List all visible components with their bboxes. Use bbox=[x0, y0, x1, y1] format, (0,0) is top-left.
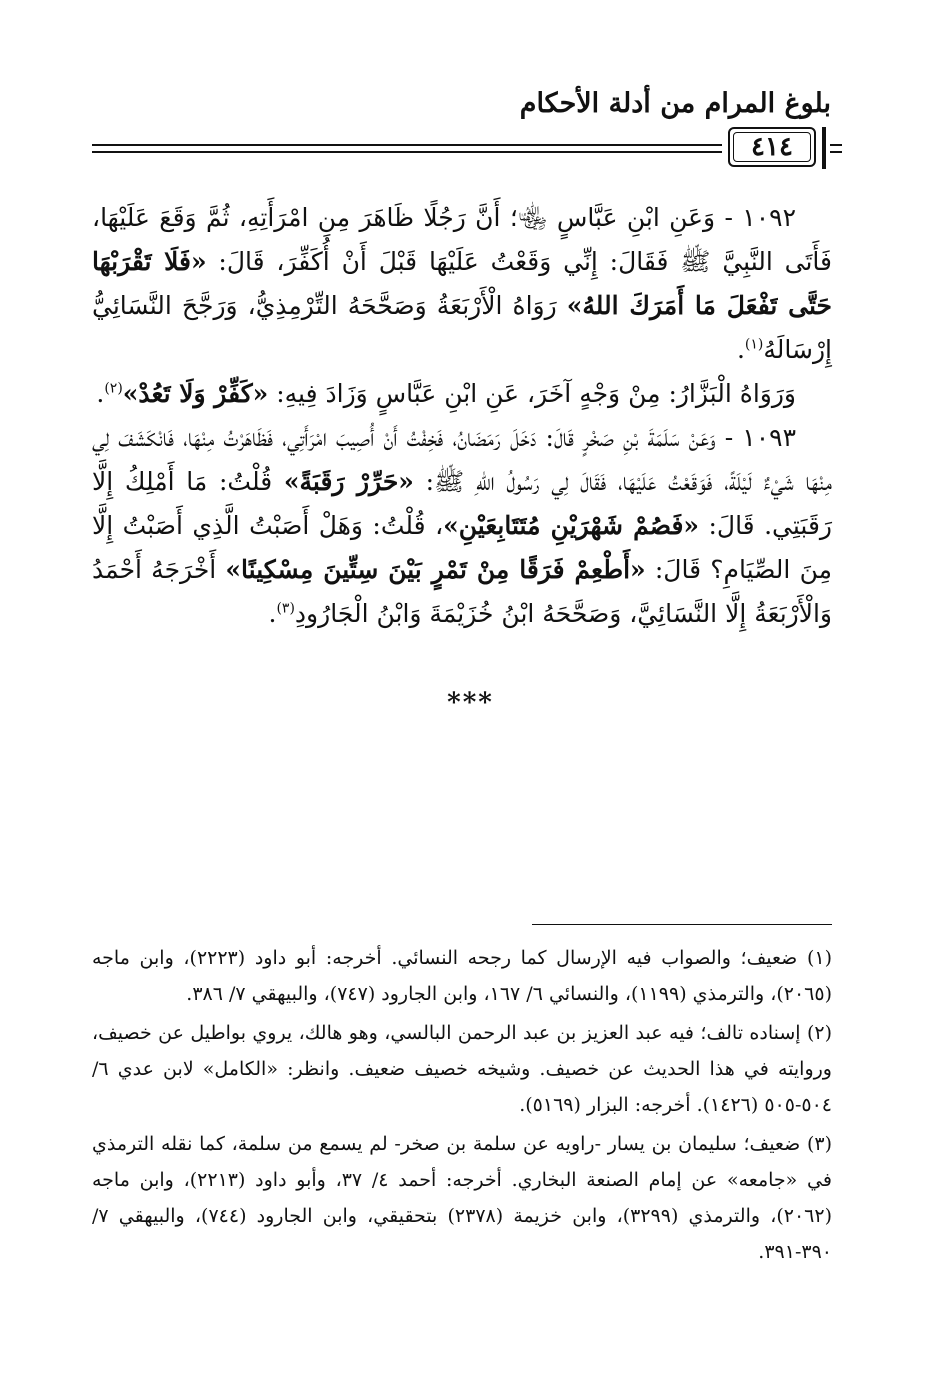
hadith-text: - وَعَنِ ابْنِ عَبَّاسٍ ﵄؛ أَنَّ رَجُلًا ظَاهَرَ مِنِ امْرَأَتِهِ، ثُمَّ وَقَعَ عَلَيْهَا، فَأَتَى النَّبِيَّ ﷺ فَقَالَ: إِنِّي وَقَعْتُ عَلَيْهَا قَبْلَ أَنْ أُكَفِّرَ، قَالَ: bbox=[92, 203, 832, 276]
header-ornament-dash bbox=[830, 151, 842, 153]
hadith-1092-bazzar bbox=[92, 372, 832, 416]
main-text bbox=[92, 196, 832, 636]
running-title: بلوغ المرام من أدلة الأحكام bbox=[519, 88, 831, 119]
footnote-separator bbox=[532, 924, 832, 925]
header-ornament-bar bbox=[822, 127, 826, 169]
hadith-text: . bbox=[96, 379, 105, 408]
footnote-ref: (٣) bbox=[276, 600, 295, 617]
hadith-text: . bbox=[736, 335, 745, 364]
hadith-text: ، قُلْتُ: وَهَلْ أَصَبْتُ الَّذِي أَصَبْتُ إِلَّا مِنَ الصِّيَامِ؟ قَالَ: bbox=[92, 511, 832, 584]
header-rule-line bbox=[92, 151, 722, 153]
prophetic-quote: «أَطْعِمْ فَرَقًا مِنْ تَمْرٍ بَيْنَ سِتِّينَ مِسْكِينًا» bbox=[225, 555, 646, 584]
prophetic-quote: «كَفِّرْ وَلَا تَعُدْ» bbox=[122, 379, 269, 408]
header-rule bbox=[92, 140, 722, 158]
hadith-text: أَخْرَجَهُ أَحْمَدُ وَالْأَرْبَعَةُ إِلَّا النَّسَائِيَّ، وَصَحَّحَهُ ابْنُ خُزَيْمَةَ وَابْنُ الْجَارُودِ bbox=[92, 555, 832, 628]
hadith-text: قُلْتُ: مَا أَمْلِكُ إِلَّا رَقَبَتِي. قَالَ: bbox=[92, 467, 832, 540]
hadith-text: وَرَوَاهُ الْبَزَّارُ: مِنْ وَجْهٍ آخَرَ، عَنِ ابْنِ عَبَّاسٍ وَزَادَ فِيهِ: bbox=[268, 379, 796, 408]
footnotes bbox=[92, 940, 832, 1273]
prophetic-quote: «فَصُمْ شَهْرَيْنِ مُتَتَابِعَيْنِ» bbox=[443, 511, 700, 540]
hadith-number: ١٠٩٢ bbox=[742, 203, 796, 232]
hadith-number: ١٠٩٣ bbox=[742, 423, 796, 452]
section-ornament: *** bbox=[447, 688, 494, 718]
hadith-text: رَوَاهُ الْأَرْبَعَةُ وَصَحَّحَهُ التِّرْمِذِيُّ، وَرَجَّحَ النَّسَائِيُّ إِرْسَالَهُ bbox=[92, 291, 832, 364]
hadith-text: . bbox=[268, 599, 277, 628]
header-ornament-dash bbox=[830, 144, 842, 146]
hadith-1093 bbox=[92, 416, 832, 636]
hadith-text: - وَعَنْ سَلَمَةَ بْنِ صَخْرٍ قَالَ: دَخَلَ رَمَضَانُ، فَخِفْتُ أَنْ أُصِيبَ امْرَأَتِي، فَظَاهَرْتُ مِنْهَا، فَانْكَشَفَ لِي مِنْهَا شَيْءٌ لَيْلَةً، فَوَقَعْتُ عَلَيْهَا، فَقَالَ لِي رَسُولُ اللهِ ﷺ: bbox=[92, 423, 833, 496]
footnote-ref: (٢) bbox=[104, 380, 123, 397]
page-number-text: ٤١٤ bbox=[751, 132, 793, 162]
footnote-3: (٣) ضعيف؛ سليمان بن يسار -راويه عن سلمة بن صخر- لم يسمع من سلمة، كما نقله الترمذي في «جامعه» عن إمام الصنعة البخاري. أخرجه: أحمد ٤/ ٣٧، وأبو داود (٢٢١٣)، وابن ماجه (٢٠٦٢)، والترمذي (٣٢٩٩)، وابن خزيمة (٢٣٧٨) بتحقيقي، وابن الجارود (٧٤٤)، والبيهقي ٧/ ٣٩٠-٣٩١. bbox=[92, 1133, 832, 1263]
footnote-2: (٢) إسناده تالف؛ فيه عبد العزيز بن عبد الرحمن البالسي، وهو هالك، يروي بواطيل عن خصيف، وروايته في هذا الحديث عن خصيف. وشيخه خصيف ضعيف. وانظر: «الكامل» لابن عدي ٦/ ٥٠٤-٥٠٥ (١٤٢٦). أخرجه: البزار (٥١٦٩). bbox=[92, 1022, 832, 1116]
header-rule-line bbox=[92, 144, 722, 146]
page-number bbox=[728, 127, 816, 167]
footnote-1: (١) ضعيف؛ والصواب فيه الإرسال كما رجحه النسائي. أخرجه: أبو داود (٢٢٢٣)، وابن ماجه (٢٠٦٥)، والترمذي (١١٩٩)، والنسائي ٦/ ١٦٧، وابن الجارود (٧٤٧)، والبيهقي ٧/ ٣٨٦. bbox=[92, 947, 832, 1005]
prophetic-quote: «فَلَا تَقْرَبْهَا حَتَّى تَفْعَلَ مَا أَمَرَكَ اللهُ» bbox=[92, 247, 832, 320]
prophetic-quote: «حَرِّرْ رَقَبَةً» bbox=[283, 467, 414, 496]
footnote-ref: (١) bbox=[744, 336, 764, 353]
hadith-1092 bbox=[92, 196, 832, 372]
